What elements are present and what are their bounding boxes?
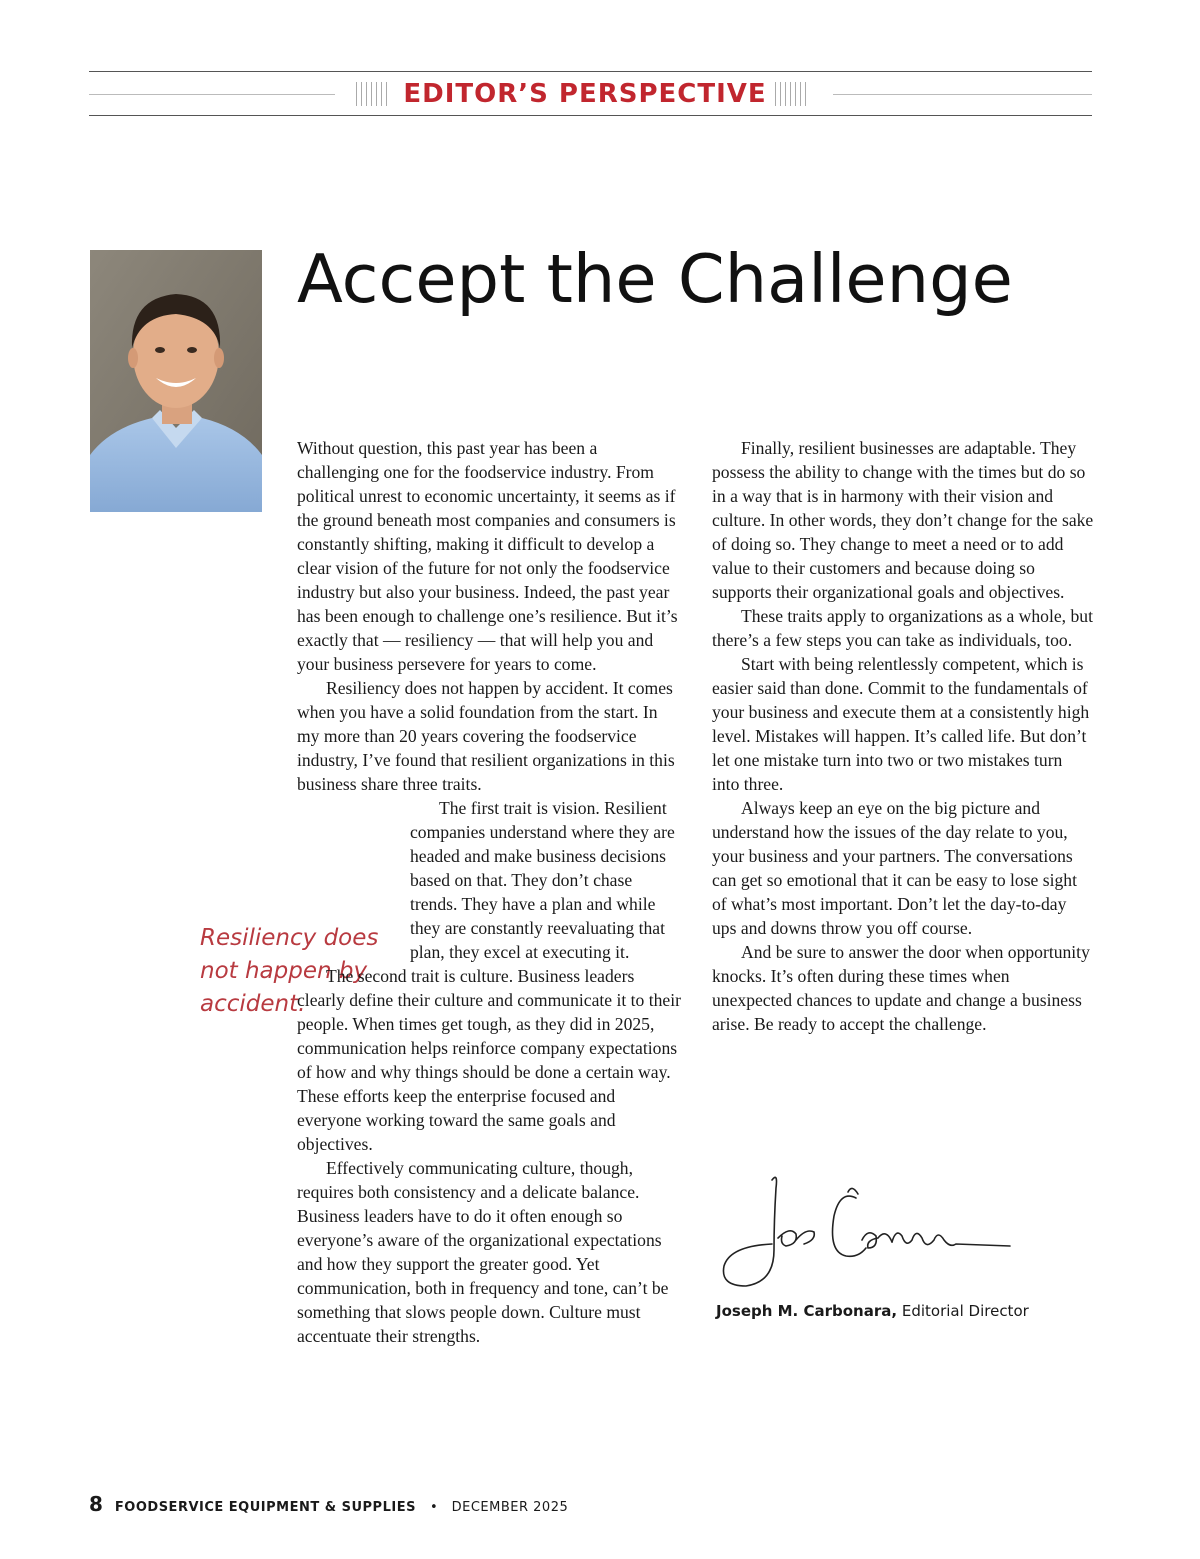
paragraph: Without question, this past year has been a challenging one for the foodservice industry. From political unrest to economic uncertainty, it seems as if the ground beneath most companies and consumers is constantly shifting, making it difficult to develop a clear vision of the future for not only the foodservice industry but also your business. Indeed, the past year has been enough to challenge one’s resilience. But it’s exactly that — resiliency — that will help you and your business persevere for years to come.	[297, 438, 678, 674]
paragraph: These traits apply to organizations as a whole, but there’s a few steps you can take as individuals, too.	[712, 606, 1093, 650]
author-name: Joseph M. Carbonara,	[716, 1302, 898, 1320]
paragraph: Finally, resilient businesses are adaptable. They possess the ability to change with the times but do so in a way that is in harmony with their vision and culture. In other words, they don’t change for the sake of doing so. They change to meet a need or to add value to their customers and because doing so supports their organizational goals and objectives.	[712, 438, 1094, 602]
header-line-right	[833, 94, 1092, 95]
paragraph: Always keep an eye on the big picture and understand how the issues of the day relate to you, your business and your partners. The conversations can get so emotional that it can be easy to lose sight of what’s most important. Don’t let the day-to-day ups and downs throw you off course.	[712, 798, 1077, 938]
paragraph: The first trait is vision. Resilient companies understand where they are headed and make business decisions based on that. They don’t chase trends. They have a plan and while they are constantly reevaluating that plan, they excel at executing it.	[410, 798, 675, 962]
section-title: EDITOR’S PERSPECTIVE	[403, 79, 767, 109]
paragraph: The second trait is culture. Business leaders clearly define their culture and communicate it to their people. When times get tough, as they did in 2025, communication helps reinforce company expectations of how and why things should be done a certain way. These efforts keep the enterprise focused and everyone working toward the same goals and objectives.	[297, 966, 681, 1154]
issue-date: DECEMBER 2025	[451, 1500, 569, 1515]
paragraph: Start with being relentlessly competent, which is easier said than done. Commit to the fundamentals of your business and execute them at a consistently high level. Mistakes will happen. It’s called life. But don’t let one mistake turn into two or two mistakes turn into three.	[712, 654, 1090, 794]
author-photo	[90, 250, 262, 512]
publication-name: FOODSERVICE EQUIPMENT & SUPPLIES	[114, 1500, 416, 1515]
article-column-2	[712, 436, 1094, 1036]
header-rule-top	[89, 71, 1092, 72]
pull-quote-space	[297, 844, 410, 964]
header-line-left	[89, 94, 335, 95]
paragraph: Effectively communicating culture, though, requires both consistency and a delicate balance. Business leaders have to do it often enough so everyone’s aware of the organizational expectations and how they support the greater good. Yet communication, both in frequency and tone, can’t be something that slows people down. Culture must accentuate their strengths.	[297, 1158, 669, 1346]
handwritten-signature	[716, 1170, 1016, 1294]
page-number: 8	[89, 1492, 103, 1516]
pull-quote: Resiliency does not happen by accident.	[200, 925, 379, 1017]
header-ornament-left	[356, 82, 387, 106]
paragraph: Resiliency does not happen by accident. It comes when you have a solid foundation from the start. In my more than 20 years covering the foodservice industry, I’ve found that resilient organizations in this business share three traits.	[297, 678, 675, 794]
footer-separator: •	[429, 1500, 438, 1515]
header-ornament-right	[775, 82, 806, 106]
article-column-1	[297, 436, 681, 1348]
author-role: Editorial Director	[901, 1302, 1029, 1320]
author-credit	[716, 1300, 1029, 1322]
paragraph: And be sure to answer the door when opportunity knocks. It’s often during these times when unexpected chances to update and change a business arise. Be ready to accept the challenge.	[712, 942, 1090, 1034]
page-footer	[89, 1492, 568, 1518]
header-rule-bottom	[89, 115, 1092, 116]
article-title: Accept the Challenge	[297, 240, 1013, 318]
